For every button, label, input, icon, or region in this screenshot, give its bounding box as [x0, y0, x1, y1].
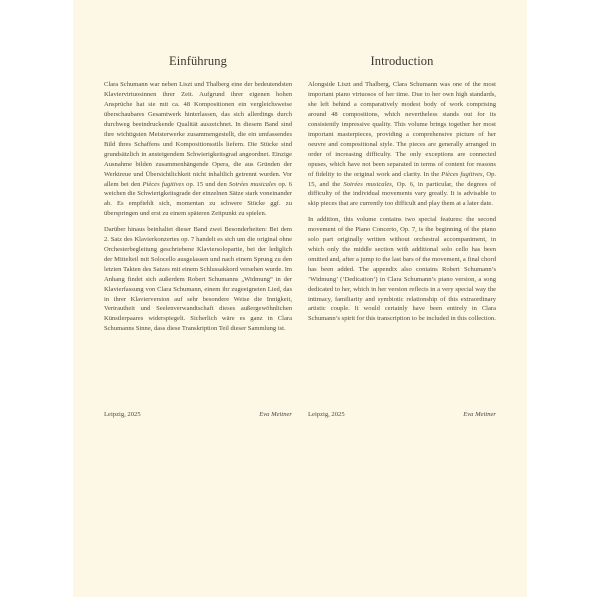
german-signature: [104, 411, 292, 418]
german-paragraph-1: [104, 80, 292, 219]
place-date: Leipzig, 2025: [104, 411, 141, 418]
english-paragraph-1: [308, 80, 496, 209]
english-title: Introduction: [370, 54, 434, 68]
author-name: Eva Meitner: [259, 411, 292, 418]
work-title-pieces-fugitives: Pièces fugitives: [441, 170, 483, 178]
english-signature: [308, 411, 496, 418]
text-run: , Op. 15, and the: [308, 170, 496, 188]
text-run: op. 6 weichen die Schwierigkeitsgrade der einzelnen Sätze stark voneinander ab. Es empfiehlt sich, momentan zu schwere Stücke ggf. zu überspringen und erst zu einem späteren Zeitpunkt zu spielen.: [104, 180, 293, 218]
text-run: Clara Schumann war neben Liszt und Thalberg eine der bedeutendsten Klaviervirtuosinnen ihrer Zeit. Aufgrund ihrer eigenen hohen Ansprüche hat sie mit ca. 48 Kompositionen ein vergleichsweise überschaubares Gesamtwerk hinterlassen, das sich allerdings durch durchweg beeindruckende Qualität auszeichnet. In diesem Band sind ihre wichtigsten Meisterwerke zusammengestellt, die ein umfassendes Bild ihres Schaffens und Kompositionsstils liefern. Die Stücke sind grundsätzlich in ansteigendem Schwierigkeitsgrad angeordnet. Einzige Ausnahme bilden zusammenhängende Opera, die aus Gründen der Werktreue und Übersichtlichkeit nicht inhaltlich getrennt wurden. Vor allem bei den: [104, 81, 292, 188]
german-body: [104, 80, 292, 334]
work-title-soirees-musicales: Soirées musicales: [343, 180, 392, 188]
text-run: Alongside Liszt and Thalberg, Clara Schumann was one of the most important piano virtuosos of her time. Due to her own high standards, she left behind a comparatively modest body of work comprising around 48 compositions, which nevertheless stands out for its consistently impressive quality. This volume brings together her most important masterpieces, providing a comprehensive picture of her oeuvre and compositional style. The pieces are generally arranged in order of increasing difficulty. The only exceptions are connected opuses, which have not been separated in terms of content for reasons of fidelity to the original work and clarity. In the: [308, 81, 496, 178]
english-body: [308, 80, 496, 324]
place-date: Leipzig, 2025: [308, 411, 345, 418]
english-paragraph-2: In addition, this volume contains two special features: the second movement of the Piano Concerto, Op. 7, is the beginning of the piano solo part originally written without orchestral accompaniment, in which only the middle section with additional solo cello has been omitted and, after a jump to the last bars of the movement, a final chord has been added. The appendix also contains Robert Schumann’s ‘Widmung’ (‘Dedication’) in Clara Schumann’s piano version, a song dedicated to her, which in her version reflects in a very special way the intimacy, familiarity and symbiotic relationship of this extraordinary artistic couple. It would certainly have been entirely in Clara Schumann’s spirit for this transcription to be included in this collection.: [308, 215, 496, 323]
author-name: Eva Meitner: [463, 411, 496, 418]
work-title-pieces-fugitives: Pièces fugitives: [142, 180, 184, 188]
text-run: op. 15 und den: [184, 180, 229, 188]
german-paragraph-2: Darüber hinaus beinhaltet dieser Band zwei Besonderheiten: Bei dem 2. Satz des Klavierkonzertes op. 7 handelt es sich um die original ohne Orchesterbegleitung geschriebene Klaviersolopartie, bei der lediglich der Mittelteil mit Solocello ausgelassen und nach einem Sprung zu den letzten Takten des Satzes mit einem Schlussakkord versehen wurde. Im Anhang findet sich außerdem Robert Schumanns „Widmung“ in der Klavierfassung von Clara Schumann, einem ihr zugeeigneten Lied, das in ihrer Klavierversion auf sehr besondere Weise die Innigkeit, Vertrautheit und Seelenverwandtschaft dieses außergewöhnlichen Künstlerpaares widerspiegelt. Sicherlich wäre es ganz in Clara Schumanns Sinne, dass diese Transkription Teil dieser Sammlung ist.: [104, 225, 292, 333]
work-title-soirees-musicales: Soirées musicales: [228, 180, 277, 188]
text-run: , Op. 6, in particular, the degrees of difficulty of the individual movements vary greatly. It is advisable to skip pieces that are currently too difficult and play them at a later date.: [308, 180, 496, 208]
book-page: [73, 0, 527, 597]
german-title: Einführung: [169, 54, 227, 68]
